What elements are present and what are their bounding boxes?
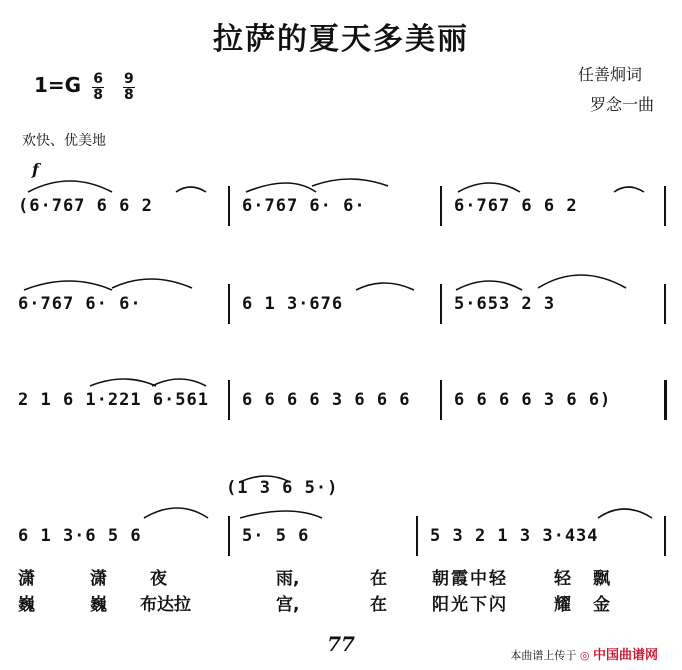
lyric: 轻飘 [554,569,632,589]
notation-line-3 [16,380,668,430]
song-title: 拉萨的夏天多美丽 [213,22,469,57]
composer-credit: 罗念一曲 [590,95,655,114]
measure: (6·767 6 6 2 [18,196,153,216]
page-number: 77 [327,632,355,656]
lyric: 潇 [90,569,107,589]
barline [228,380,230,420]
upload-credit[interactable] [510,644,658,663]
measure: 6·767 6 6 2 [454,196,578,216]
tempo-marking: 欢快、优美地 [22,133,106,149]
lyric: 在 [370,569,387,589]
lyric: 耀金 [554,595,632,615]
measure: 5·653 2 3 [454,294,556,314]
lyric: 夜 [150,569,167,589]
time-signature-6-8: $\frac{6}{8}$ [93,71,103,103]
barline [228,516,230,556]
lyric: 布达拉 [140,595,191,615]
notation-line-2 [16,284,668,334]
barline [664,186,666,226]
dynamic-marking: f [32,160,39,179]
lyric: 在 [370,595,387,615]
barline [416,516,418,556]
upload-text: 本曲谱上传于 [510,649,577,662]
notation-line-4 [16,516,668,566]
barline [440,186,442,226]
barline [664,380,667,420]
measure: 2 1 6 1·221 6·561 [18,390,209,410]
barline [664,516,666,556]
site-name: 中国曲谱网 [592,648,658,663]
measure: 6 6 6 6 3 6 6) [454,390,612,410]
barline [664,284,666,324]
lyric: 巍 [18,595,35,615]
lyric: 雨, [276,569,300,589]
lyric: 阳光下闪 [432,595,508,615]
lyricist-credit: 任善炯词 [578,65,643,84]
cue-notes: (1 3 6 5·) [226,478,339,498]
lyric: 巍 [90,595,107,615]
measure: 6·767 6· 6· [242,196,366,216]
measure: 6 1 3·6 5 6 [18,526,142,546]
lyric: 朝霞中轻 [432,569,508,589]
measure: 6·767 6· 6· [18,294,142,314]
measure: 6 6 6 6 3 6 6 6 [242,390,411,410]
slur [312,179,388,186]
lyric: 宫, [276,595,300,615]
barline [440,380,442,420]
measure: 6 1 3·676 [242,294,344,314]
measure: 5 3 2 1 3 3·434 [430,526,599,546]
key-time-signature [34,72,135,103]
notation-line-1 [16,186,668,236]
barline [228,284,230,324]
measure: 5· 5 6 [242,526,310,546]
time-signature-9-8: $\frac{9}{8}$ [124,71,134,103]
site-logo-icon: ◎ [579,649,590,662]
barline [440,284,442,324]
key-signature: 1=G [34,73,82,97]
barline [228,186,230,226]
lyric: 潇 [18,569,35,589]
